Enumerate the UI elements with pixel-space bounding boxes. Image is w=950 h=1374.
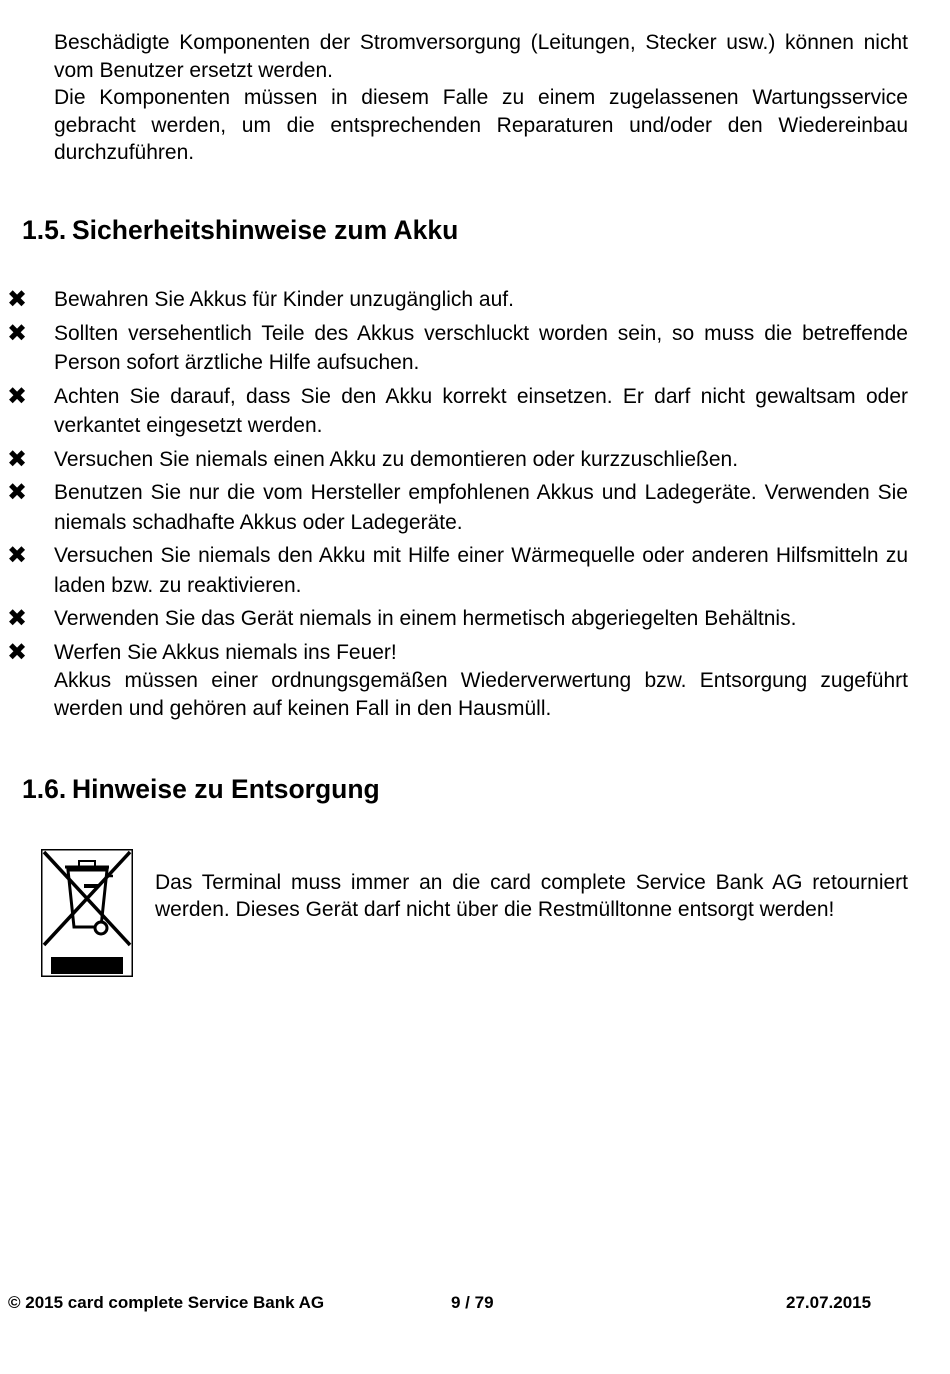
cross-mark-icon: ✖ bbox=[7, 382, 28, 410]
footer-copyright: © 2015 card complete Service Bank AG bbox=[8, 1293, 325, 1312]
section-1-6-number: 1.6. bbox=[22, 774, 67, 804]
list-item bbox=[0, 319, 908, 378]
battery-safety-list bbox=[0, 285, 950, 726]
footer-date: 27.07.2015 bbox=[786, 1293, 872, 1312]
section-1-6-heading bbox=[22, 774, 380, 805]
cross-mark-icon: ✖ bbox=[7, 445, 28, 473]
list-item bbox=[0, 638, 908, 723]
cross-mark-icon: ✖ bbox=[7, 605, 28, 632]
intro-paragraph bbox=[54, 29, 908, 167]
cross-mark-icon: ✖ bbox=[7, 479, 28, 506]
list-item-text: Versuchen Sie niemals den Akku mit Hilfe einer Wärmequelle oder anderen Hilfsmitteln zu laden bzw. zu reaktivieren. bbox=[54, 544, 908, 597]
list-item-text: Werfen Sie Akkus niemals ins Feuer! bbox=[54, 640, 397, 664]
footer-page-number: 9 / 79 bbox=[451, 1293, 494, 1312]
list-item bbox=[0, 541, 908, 600]
list-item bbox=[0, 445, 908, 475]
crossed-out-wheelie-bin-icon bbox=[41, 849, 133, 977]
intro-paragraph-2: Die Komponenten müssen in diesem Falle zu einem zugelassenen Wartungsservice gebracht werden, um die entsprechenden Reparaturen und/oder den Wiedereinbau durchzuführen. bbox=[54, 86, 908, 164]
list-item bbox=[0, 604, 908, 634]
section-1-5-heading bbox=[22, 215, 458, 246]
list-item-text: Sollten versehentlich Teile des Akkus verschluckt worden sein, so muss die betreffende Person sofort ärztliche Hilfe aufsuchen. bbox=[54, 321, 908, 374]
list-item-text: Verwenden Sie das Gerät niemals in einem hermetisch abgeriegelten Behältnis. bbox=[54, 607, 797, 630]
cross-mark-icon: ✖ bbox=[7, 542, 28, 569]
list-item bbox=[0, 382, 908, 441]
list-item-text: Achten Sie darauf, dass Sie den Akku korrekt einsetzen. Er darf nicht gewaltsam oder verkantet eingesetzt werden. bbox=[54, 384, 908, 437]
list-item-text: Versuchen Sie niemals einen Akku zu demontieren oder kurzzuschließen. bbox=[54, 447, 739, 471]
list-item bbox=[0, 285, 908, 315]
list-item bbox=[0, 478, 908, 537]
cross-mark-icon: ✖ bbox=[7, 319, 28, 347]
cross-mark-icon: ✖ bbox=[7, 638, 28, 666]
section-1-6-title: Hinweise zu Entsorgung bbox=[72, 774, 380, 804]
list-item-text: Benutzen Sie nur die vom Hersteller empfohlenen Akkus und Ladegeräte. Verwenden Sie niemals schadhafte Akkus oder Ladegeräte. bbox=[54, 481, 908, 534]
cross-mark-icon: ✖ bbox=[7, 286, 28, 313]
list-item-text: Bewahren Sie Akkus für Kinder unzugänglich auf. bbox=[54, 288, 514, 311]
section-1-5-number: 1.5. bbox=[22, 215, 67, 245]
intro-paragraph-1: Beschädigte Komponenten der Stromversorgung (Leitungen, Stecker usw.) können nicht vom Benutzer ersetzt werden. bbox=[54, 31, 908, 82]
disposal-notice-text: Das Terminal muss immer an die card complete Service Bank AG retourniert werden. Dieses Gerät darf nicht über die Restmülltonne entsorgt werden! bbox=[155, 871, 908, 921]
section-1-5-title: Sicherheitshinweise zum Akku bbox=[72, 215, 459, 245]
list-item-continuation: Akkus müssen einer ordnungsgemäßen Wiederverwertung bzw. Entsorgung zugeführt werden und gehören auf keinen Fall in den Hausmüll. bbox=[54, 669, 908, 720]
